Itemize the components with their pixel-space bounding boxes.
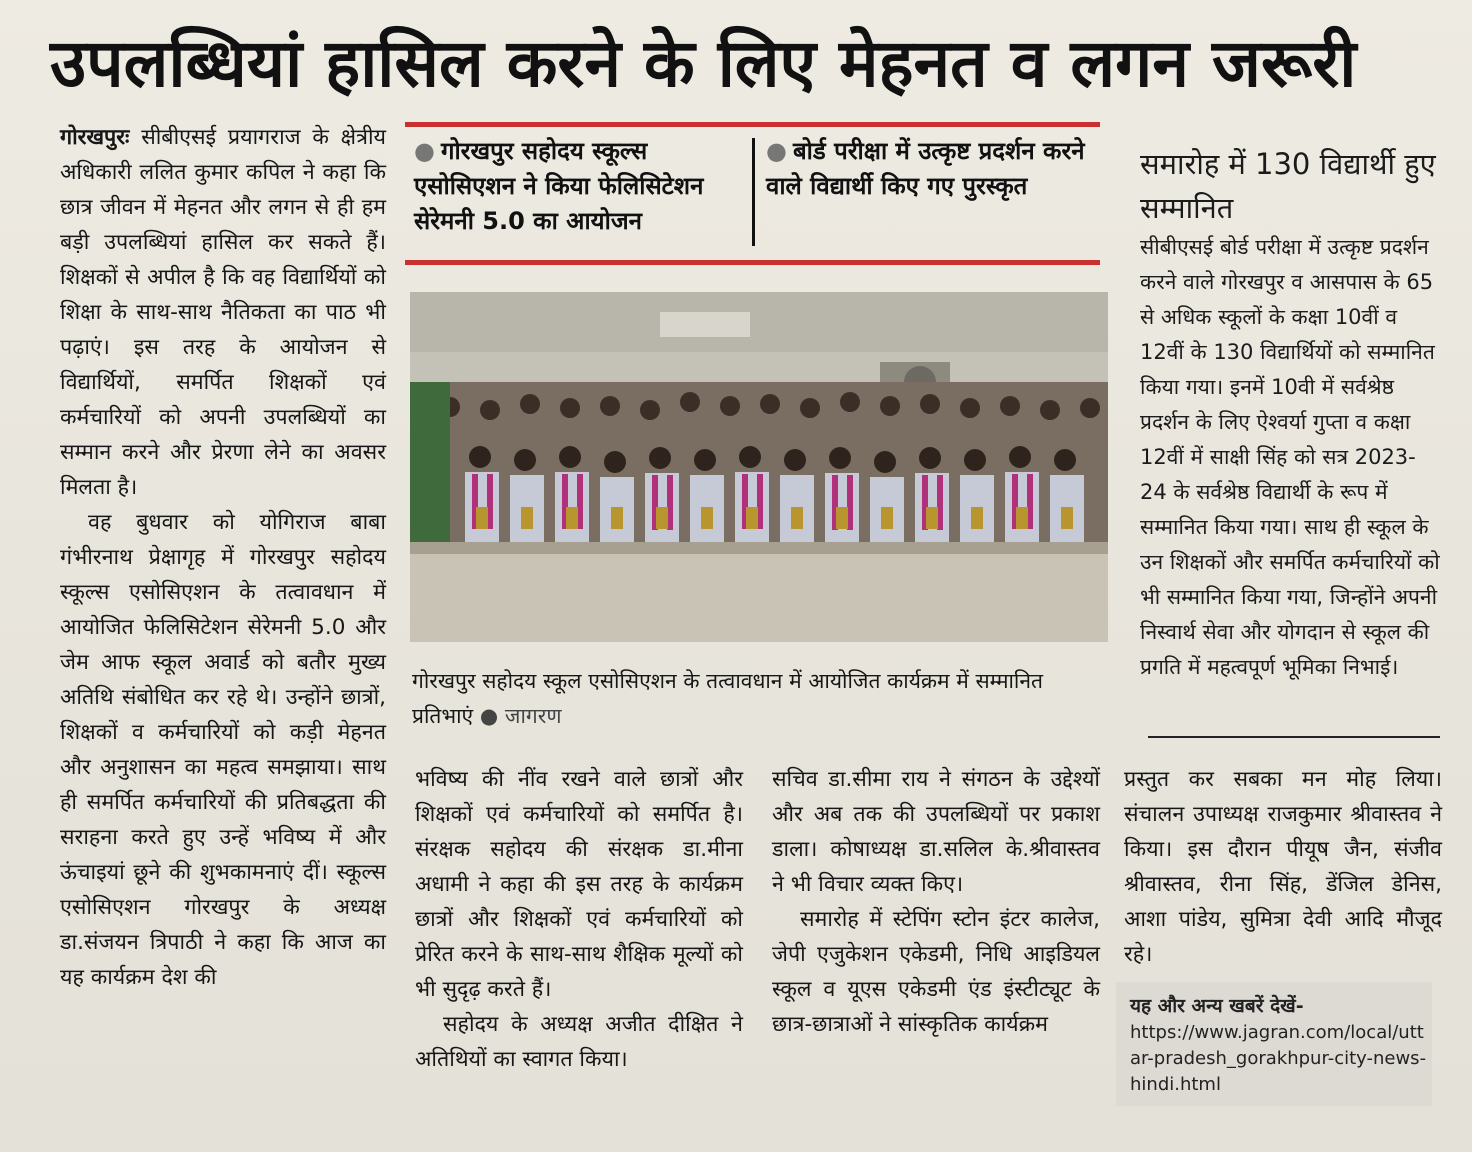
article-paragraph: सहोदय के अध्यक्ष अजीत दीक्षित ने अतिथियों का स्वागत किया।: [415, 1012, 743, 1072]
group-photo: [410, 292, 1108, 642]
article-paragraph: भविष्य की नींव रखने वाले छात्रों और शिक्षकों एवं कर्मचारियों को समर्पित है। संरक्षक सहोदय की संरक्षक डा.मीना अधामी ने कहा की इस तरह के कार्यक्रम छात्रों और शिक्षकों एवं कर्मचारियों को प्रेरित करने के साथ-साथ शैक्षिक मूल्यों को भी सुदृढ़ करते हैं।: [415, 767, 743, 1002]
highlight-text: बोर्ड परीक्षा में उत्कृष्ट प्रदर्शन करने वाले विद्यार्थी किए गए पुरस्कृत: [766, 137, 1085, 200]
red-rule-top: [405, 122, 1100, 127]
photo-credit: जागरण: [504, 704, 562, 728]
highlight-item: [766, 134, 1096, 204]
vertical-divider: [752, 138, 755, 246]
article-paragraph: समारोह में स्टेपिंग स्टोन इंटर कालेज, जेपी एजुकेशन एकेडमी, निधि आइडियल स्कूल व यूएस एकेडमी एंड इंस्टीट्यूट के छात्र-छात्राओं ने सांस्कृतिक कार्यक्रम: [772, 907, 1100, 1037]
article-column-4: [1124, 762, 1442, 972]
more-news-box: [1116, 982, 1432, 1106]
more-news-link[interactable]: https://www.jagran.com/local/uttar-pradesh_gorakhpur-city-news-hindi.html: [1130, 1022, 1427, 1095]
bullet-icon: ●: [479, 704, 499, 728]
bullet-icon: ●: [414, 137, 435, 165]
more-news-title: यह और अन्य खबरें देखें-: [1130, 995, 1304, 1017]
sidebar-body: सीबीएसई बोर्ड परीक्षा में उत्कृष्ट प्रदर्शन करने वाले गोरखपुर व आसपास के 65 से अधिक स्कूलों के कक्षा 10वीं व 12वीं के 130 विद्यार्थियों को सम्मानित किया गया। इनमें 10वी में सर्वश्रेष्ठ प्रदर्शन के लिए ऐश्वर्या गुप्ता व कक्षा 12वीं में साक्षी सिंह को सत्र 2023-24 के सर्वश्रेष्ठ विद्यार्थी के रूप में सम्मानित किया गया। साथ ही स्कूल के उन शिक्षकों और समर्पित कर्मचारियों को भी सम्मानित किया गया, जिन्होंने अपनी निस्वार्थ सेवा और योगदान से स्कूल की प्रगति में महत्वपूर्ण भूमिका निभाई।: [1140, 235, 1440, 679]
article-column-3: [772, 762, 1100, 1042]
red-rule-bottom: [405, 260, 1100, 265]
highlight-item: [414, 134, 744, 239]
sidebar-title: समारोह में 130 विद्यार्थी हुए सम्मानित: [1140, 147, 1436, 225]
sidebar-divider: [1148, 736, 1440, 738]
highlights-box: [410, 134, 1100, 252]
highlight-text: गोरखपुर सहोदय स्कूल्स एसोसिएशन ने किया फेलिसिटेशन सेरेमनी 5.0 का आयोजन: [414, 137, 704, 235]
article-paragraph: [60, 120, 386, 505]
article-column-1: [60, 120, 386, 995]
caption-text: गोरखपुर सहोदय स्कूल एसोसिएशन के तत्वावधान में आयोजित कार्यक्रम में सम्मानित प्रतिभाएं: [412, 669, 1043, 728]
article-paragraph: वह बुधवार को योगिराज बाबा गंभीरनाथ प्रेक्षागृह में गोरखपुर सहोदय स्कूल्स एसोसिएशन के तत्वावधान में आयोजित फेलिसिटेशन सेरेमनी 5.0 और जेम आफ स्कूल अवार्ड को बतौर मुख्य अतिथि संबोधित कर रहे थे। उन्होंने छात्रों, शिक्षकों व कर्मचारियों को कड़ी मेहनत और अनुशासन का महत्व समझाया। साथ ही समर्पित कर्मचारियों की प्रतिबद्धता की सराहना करते हुए उन्हें भविष्य में और ऊंचाइयां छूने की शुभकामनाएं दीं। स्कूल्स एसोसिएशन गोरखपुर के अध्यक्ष डा.संजयन त्रिपाठी ने कहा कि आज का यह कार्यक्रम देश की: [60, 510, 386, 990]
article-text: सीबीएसई प्रयागराज के क्षेत्रीय अधिकारी ललित कुमार कपिल ने कहा कि छात्र जीवन में मेहनत और लगन से ही हम बड़ी उपलब्धियां हासिल कर सकते हैं। शिक्षकों से अपील है कि वह विद्यार्थियों को शिक्षा के साथ-साथ नैतिकता का पाठ भी पढ़ाएं। इस तरह के आयोजन से विद्यार्थियों, समर्पित शिक्षकों एवं कर्मचारियों को अपनी उपलब्धियों का सम्मान करने और प्रेरणा लेने का अवसर मिलता है।: [60, 125, 386, 500]
article-paragraph: प्रस्तुत कर सबका मन मोह लिया। संचालन उपाध्यक्ष राजकुमार श्रीवास्तव ने किया। इस दौरान पीयूष जैन, संजीव श्रीवास्तव, रीना सिंह, डेंजिल डेनिस, आशा पांडेय, सुमित्रा देवी आदि मौजूद रहे।: [1124, 767, 1442, 967]
article-column-2: [415, 762, 743, 1077]
photo-caption: [412, 664, 1102, 734]
dateline: गोरखपुरः: [60, 125, 130, 150]
headline: उपलब्धियां हासिल करने के लिए मेहनत व लगन जरूरी: [50, 25, 1357, 102]
photo-illustration: [410, 292, 1108, 642]
article-paragraph: सचिव डा.सीमा राय ने संगठन के उद्देश्यों और अब तक की उपलब्धियों पर प्रकाश डाला। कोषाध्यक्ष डा.सलिल के.श्रीवास्तव ने भी विचार व्यक्त किए।: [772, 767, 1100, 897]
bullet-icon: ●: [766, 137, 787, 165]
